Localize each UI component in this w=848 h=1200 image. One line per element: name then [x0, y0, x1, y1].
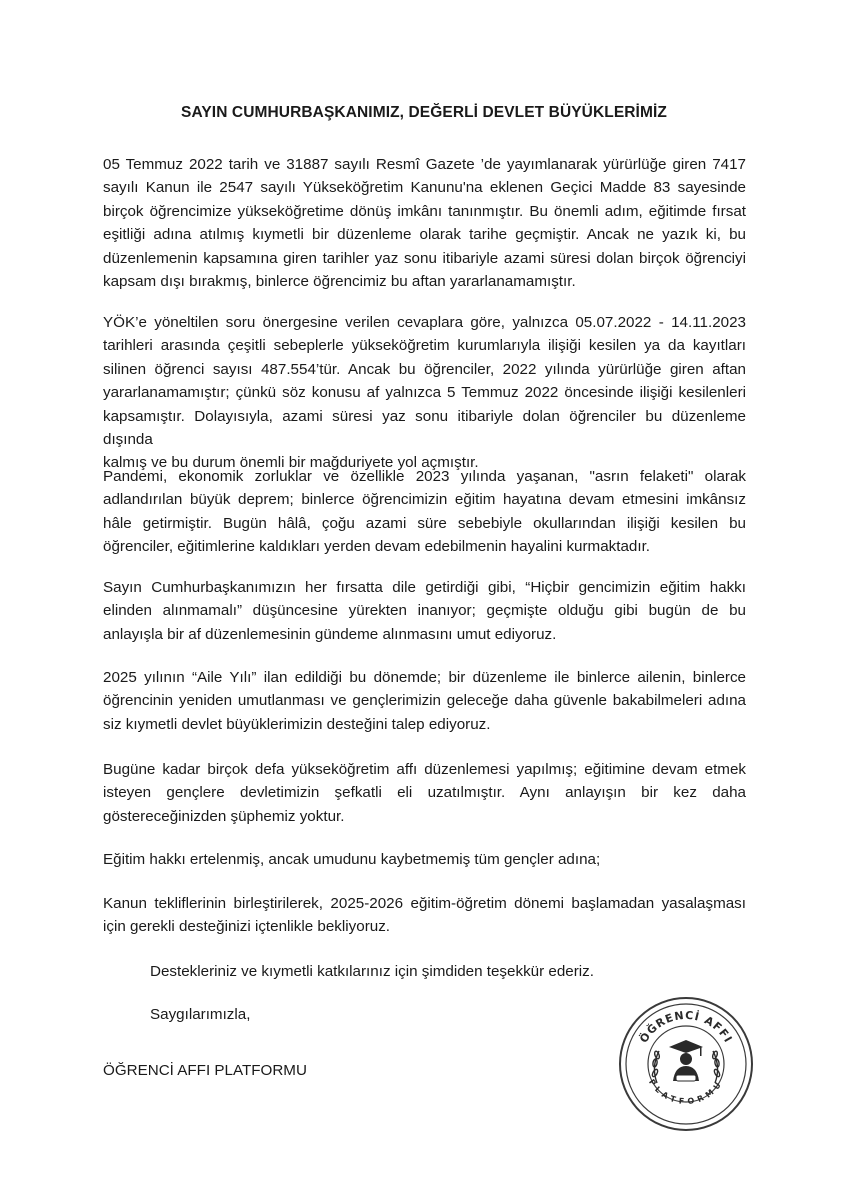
platform-seal-icon: [617, 995, 755, 1133]
paragraph-line: adlandırılan büyük deprem; binlerce öğrencimizin eğitim hayatına devam etmesini imkânsız: [103, 491, 746, 509]
paragraph-line: Pandemi, ekonomik zorluklar ve özellikle 2023 yılında yaşanan, "asrın felaketi" olarak: [103, 468, 746, 485]
paragraph-line: anlayışla bir af düzenlemesinin gündeme alınmasını umut ediyoruz.: [103, 625, 557, 643]
paragraph-line: kapsam dışı bırakmış, binlerce öğrencimiz bu aftan yararlanamamıştır.: [103, 273, 576, 291]
paragraph-line: yararlanamamıştır; çünkü söz konusu af yalnızca 5 Temmuz 2022 öncesinde ilişiği kesilenleri: [103, 384, 746, 402]
paragraph-line: Sayın Cumhurbaşkanımızın her fırsatta dile getirdiği gibi, “Hiçbir gencimizin eğitim hakkı: [103, 579, 746, 596]
paragraph-line: elinden alınmamalı” düşüncesine yürekten inanıyor; geçmişte olduğu gibi bugün de bu: [103, 602, 746, 620]
signature-line: ÖĞRENCİ AFFI PLATFORMU: [103, 1062, 307, 1079]
closing-line: Saygılarımızla,: [150, 1006, 251, 1023]
paragraph-line: öğrencinin yeniden umutlanması ve gençlerimizin geleceğe daha güvenle bakabilmeleri adına: [103, 692, 746, 710]
paragraph-7: [103, 848, 746, 871]
paragraph-line: sayılı Kanun ile 2547 sayılı Yükseköğretim Kanunu'na eklenen Geçici Madde 83 sayesinde: [103, 179, 746, 197]
seal-bottom-text: PLATFORMU: [646, 1077, 726, 1107]
paragraph-line: isteyen gençlere devletimizin şefkatli eli uzatılmıştır. Aynı anlayışın bir kez daha: [103, 784, 746, 802]
paragraph-line: kalmış ve bu durum önemli bir mağduriyete yol açmıştır.: [103, 454, 479, 472]
paragraph-line: Bugüne kadar birçok defa yükseköğretim affı düzenlemesi yapılmış; eğitimine devam etmek: [103, 761, 746, 778]
paragraph-line: hâle getirmiştir. Bugün hâlâ, çoğu azami süre sebebiyle okullarından ilişiği kesilen bu: [103, 514, 746, 532]
thanks-line: Destekleriniz ve kıymetli katkılarınız için şimdiden teşekkür ederiz.: [150, 963, 594, 980]
paragraph-line: birçok öğrencimize yükseköğretime dönüş imkânı tanınmıştır. Bu önemli adım, eğitimde fırsat: [103, 202, 746, 220]
paragraph-6: [103, 758, 746, 828]
paragraph-line: için gerekli desteğinizi içtenlikle bekliyoruz.: [103, 918, 391, 936]
graduate-figure: [669, 1040, 703, 1081]
paragraph-line: siz kıymetli devlet büyüklerimizin desteğini talep ediyoruz.: [103, 715, 491, 733]
paragraph-2: [103, 311, 746, 475]
paragraph-5: [103, 666, 746, 736]
paragraph-8: [103, 892, 746, 939]
paragraph-line: Eğitim hakkı ertelenmiş, ancak umudunu kaybetmemiş tüm gençler adına;: [103, 851, 601, 868]
paragraph-line: silinen öğrenci sayısı 487.554’tür. Ancak bu öğrenciler, 2022 yılında yürürlüğe giren aftan: [103, 360, 746, 378]
seal-top-text: ÖĞRENCİ AFFI: [637, 1008, 735, 1046]
paragraph-line: YÖK’e yöneltilen soru önergesine verilen cevaplara göre, yalnızca 05.07.2022 - 14.11.2023: [103, 314, 746, 331]
paragraph-line: düzenlemenin kapsamına giren tarihler yaz sonu itibariyle azami süresi dolan birçok öğrenciyi: [103, 249, 746, 267]
paragraph-line: 2025 yılının “Aile Yılı” ilan edildiği bu dönemde; bir düzenleme ile binlerce ailenin, binlerce: [103, 669, 746, 686]
paragraph-4: [103, 576, 746, 646]
paragraph-1: [103, 153, 746, 293]
paragraph-line: eşitliği adına atılmış kıymetli bir düzenleme olarak tarihe geçmiştir. Ancak ne yazık ki, bu: [103, 226, 746, 244]
paragraph-line: Kanun tekliflerinin birleştirilerek, 2025-2026 eğitim-öğretim dönemi başlamadan yasalaşması: [103, 895, 746, 912]
paragraph-line: göstereceğinizden şüphemiz yoktur.: [103, 807, 345, 825]
paragraph-3: [103, 465, 746, 559]
svg-text:PLATFORMU: [647, 1078, 725, 1106]
paragraph-line: 05 Temmuz 2022 tarih ve 31887 sayılı Resmî Gazete ’de yayımlanarak yürürlüğe giren 7417: [103, 156, 746, 173]
document-title: SAYIN CUMHURBAŞKANIMIZ, DEĞERLİ DEVLET BÜYÜKLERİMİZ: [181, 104, 667, 121]
paragraph-line: tarihleri arasında çeşitli sebeplerle yükseköğretim kurumlarıyla ilişiği kesilen ya da kayıtları: [103, 337, 746, 355]
paragraph-line: kapsamıştır. Dolayısıyla, azami süresi yaz sonu itibariyle dolan öğrenciler bu düzenleme dışında: [103, 407, 746, 449]
paragraph-line: öğrenciler, eğitimlerine kaldıkları yerden devam edebilmenin hayalini kurmaktadır.: [103, 538, 651, 556]
